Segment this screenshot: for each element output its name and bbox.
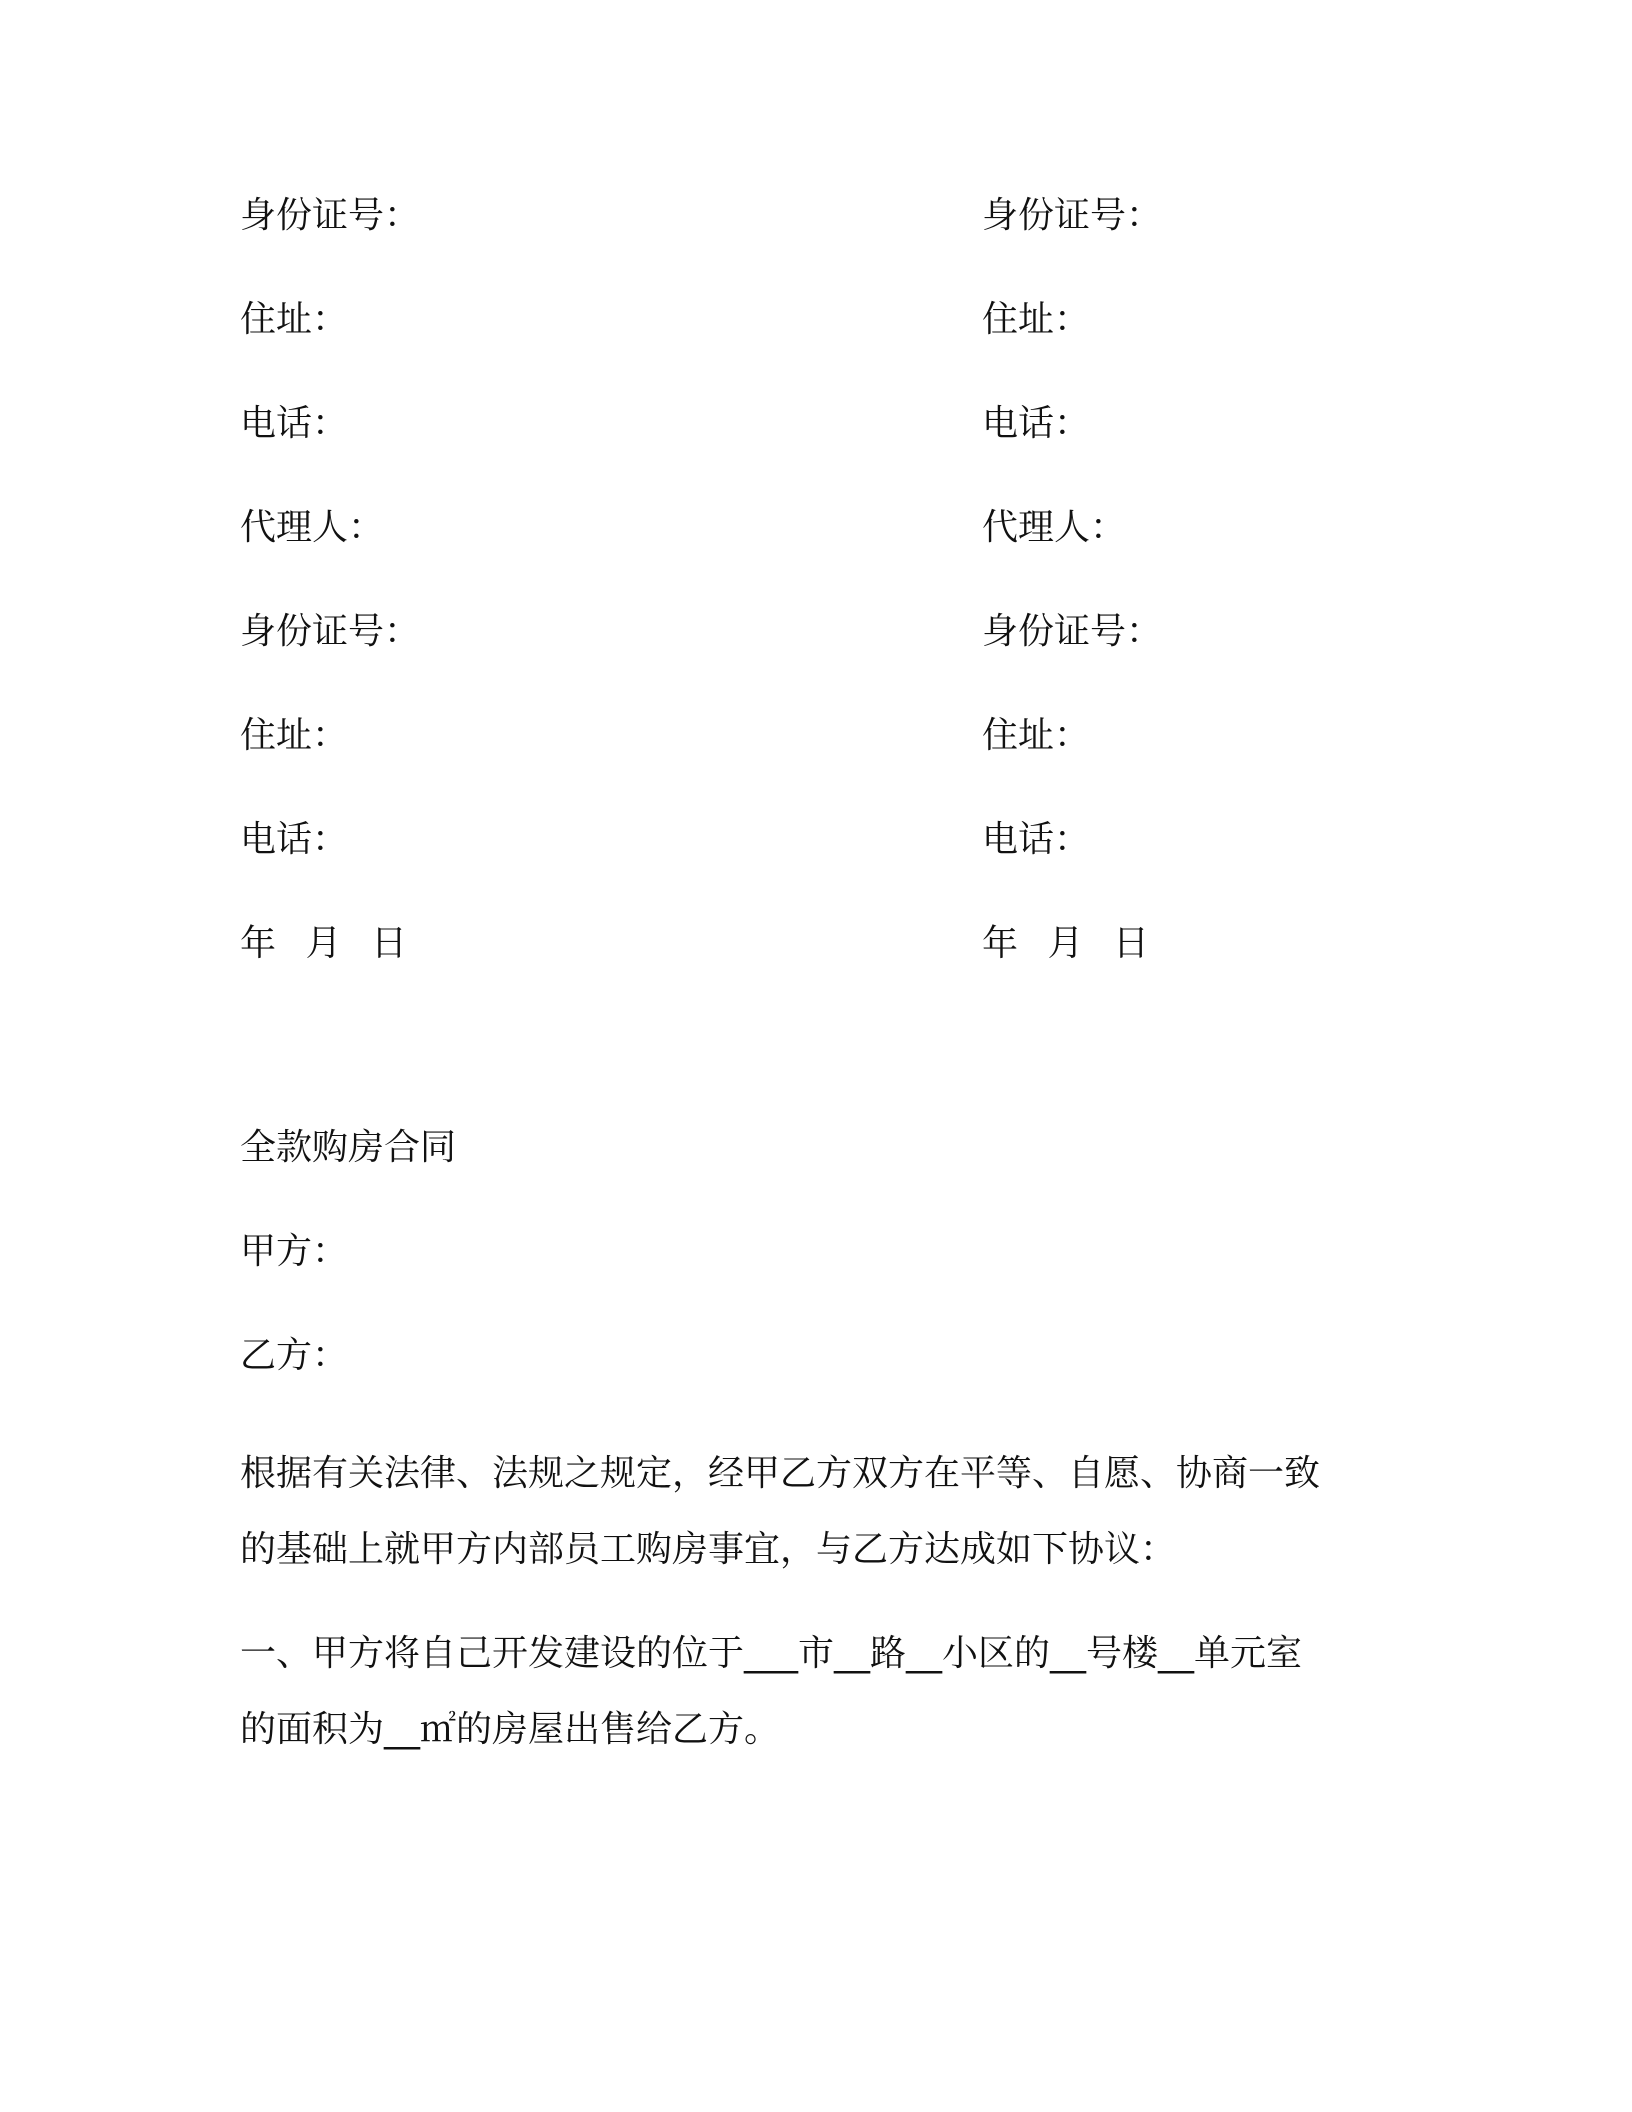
- phone-label: 电话：: [240, 403, 349, 444]
- intro-line-1: 根据有关法律、法规之规定，经甲乙方双方在平等、自愿、协商一致: [240, 1453, 1321, 1494]
- date-day: 日: [1112, 923, 1149, 964]
- date-month: 月: [305, 923, 342, 964]
- address-label: 住址：: [982, 299, 1091, 340]
- agent-id-number-label: 身份证号：: [240, 611, 421, 652]
- contract-title: 全款购房合同: [240, 1127, 457, 1168]
- clause-1-line-1: 一、甲方将自己开发建设的位于___市__路__小区的__号楼__单元室: [240, 1633, 1303, 1674]
- party-b-label: 乙方：: [240, 1335, 349, 1376]
- clause-1-line-2: 的面积为__㎡的房屋出售给乙方。: [240, 1709, 781, 1750]
- agent-label: 代理人：: [982, 507, 1127, 548]
- right-signature-block: [982, 192, 1602, 1024]
- agent-address-label: 住址：: [982, 715, 1091, 756]
- contract-body: [240, 1124, 1390, 1768]
- phone-label: 电话：: [982, 403, 1091, 444]
- intro-paragraph: [240, 1436, 1390, 1588]
- party-a-label: 甲方：: [240, 1231, 349, 1272]
- date-day: 日: [370, 923, 407, 964]
- agent-address-label: 住址：: [240, 715, 349, 756]
- agent-phone-label: 电话：: [240, 819, 349, 860]
- left-signature-block: [240, 192, 860, 1024]
- clause-1: [240, 1616, 1390, 1768]
- date-month: 月: [1047, 923, 1084, 964]
- agent-id-number-label: 身份证号：: [982, 611, 1163, 652]
- date-line: [982, 920, 1602, 1024]
- intro-line-2: 的基础上就甲方内部员工购房事宜，与乙方达成如下协议：: [240, 1529, 1177, 1570]
- agent-label: 代理人：: [240, 507, 385, 548]
- date-year: 年: [240, 923, 277, 964]
- date-line: [240, 920, 860, 1024]
- address-label: 住址：: [240, 299, 349, 340]
- id-number-label: 身份证号：: [240, 195, 421, 236]
- agent-phone-label: 电话：: [982, 819, 1091, 860]
- id-number-label: 身份证号：: [982, 195, 1163, 236]
- date-year: 年: [982, 923, 1019, 964]
